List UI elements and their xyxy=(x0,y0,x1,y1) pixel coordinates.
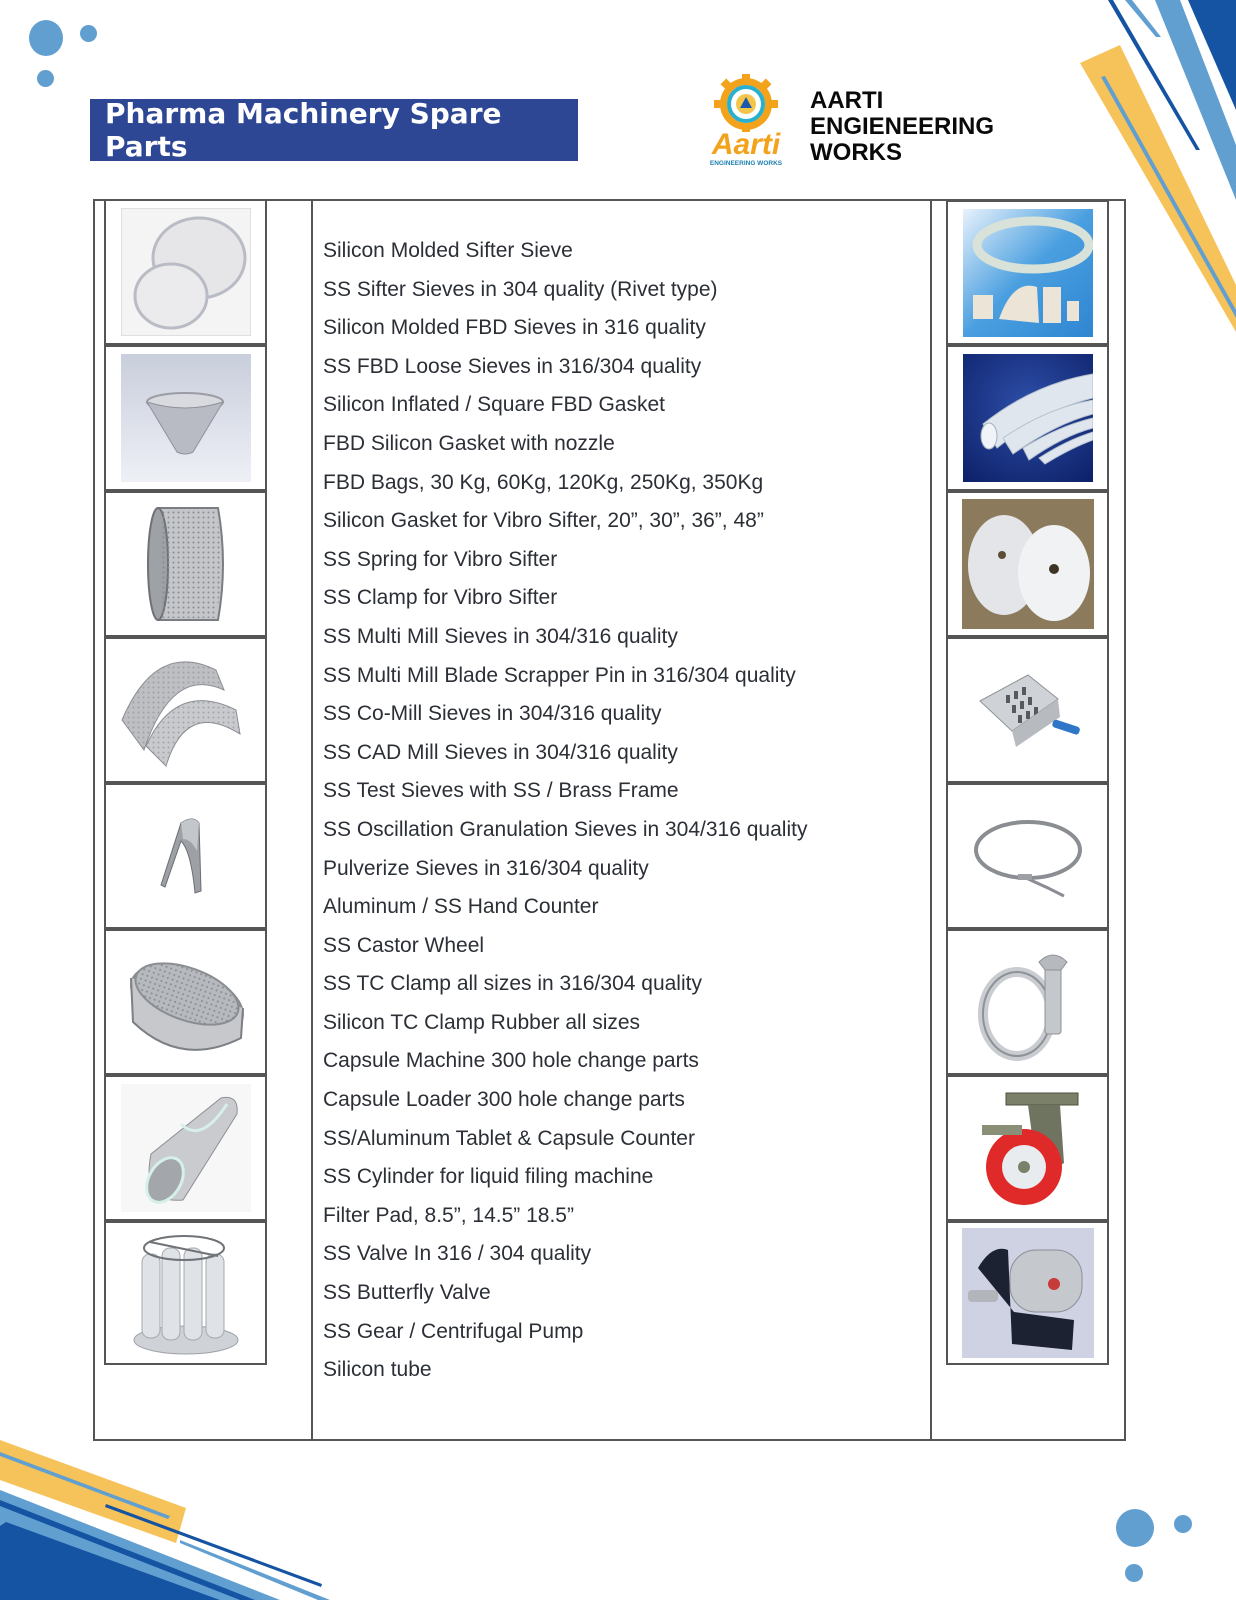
list-item: FBD Silicon Gasket with nozzle xyxy=(323,431,615,455)
hand-counter-image xyxy=(946,637,1109,783)
castor-wheel-image xyxy=(946,1075,1109,1221)
company-name xyxy=(810,88,994,166)
co-mill-half-sieve-image xyxy=(104,783,267,929)
multi-mill-curved-sieves-image xyxy=(104,637,267,783)
list-item: Aluminum / SS Hand Counter xyxy=(323,895,599,919)
list-item: Filter Pad, 8.5”, 14.5” 18.5” xyxy=(323,1203,574,1227)
list-item: SS CAD Mill Sieves in 304/316 quality xyxy=(323,740,678,764)
list-item: SS Gear / Centrifugal Pump xyxy=(323,1319,584,1343)
company-logo-icon xyxy=(700,74,792,170)
filter-pad-image xyxy=(946,491,1109,637)
list-item: Silicon Gasket for Vibro Sifter, 20”, 30”, 36”, 48” xyxy=(323,509,764,533)
decor-dot-small xyxy=(1125,1564,1143,1582)
list-item: Silicon TC Clamp Rubber all sizes xyxy=(323,1010,641,1034)
list-item: Capsule Loader 300 hole change parts xyxy=(323,1088,685,1112)
decor-dot-small xyxy=(80,25,97,42)
list-item: SS Butterfly Valve xyxy=(323,1281,491,1305)
parts-list xyxy=(323,237,923,1395)
list-item: SS Test Sieves with SS / Brass Frame xyxy=(323,779,679,803)
decor-dot-large xyxy=(29,20,63,56)
list-item: SS Cylinder for liquid filing machine xyxy=(323,1165,654,1189)
list-item: SS Spring for Vibro Sifter xyxy=(323,547,558,571)
fbd-inflatable-gasket-image xyxy=(946,200,1109,345)
decor-dot-small xyxy=(1174,1515,1192,1533)
decor-dot-small xyxy=(37,70,54,87)
list-item: Capsule Machine 300 hole change parts xyxy=(323,1049,699,1073)
list-item: FBD Bags, 30 Kg, 60Kg, 120Kg, 250Kg, 350Kg xyxy=(323,470,764,494)
list-item: Silicon Molded FBD Sieves in 316 quality xyxy=(323,316,706,340)
list-item: Silicon Inflated / Square FBD Gasket xyxy=(323,393,665,417)
list-item: SS Sifter Sieves in 304 quality (Rivet type) xyxy=(323,277,718,301)
company-name-line: ENGIENEERING xyxy=(810,113,995,140)
gear-pump-image xyxy=(946,1221,1109,1365)
svg-text:ENGINEERING WORKS: ENGINEERING WORKS xyxy=(709,160,783,167)
silicon-tube-image xyxy=(946,345,1109,491)
page-title-banner xyxy=(90,99,578,161)
list-item: Pulverize Sieves in 316/304 quality xyxy=(323,856,649,880)
test-sieve-image xyxy=(104,929,267,1075)
list-item: SS Castor Wheel xyxy=(323,933,485,957)
page-title: Pharma Machinery Spare Parts xyxy=(105,97,502,163)
list-item: SS Oscillation Granulation Sieves in 304/316 quality xyxy=(323,817,808,841)
silicon-sifter-sieve-image xyxy=(104,199,267,345)
company-name-line: AARTI xyxy=(810,87,884,114)
decor-dot-large xyxy=(1116,1509,1154,1547)
company-name-line: WORKS xyxy=(810,139,902,166)
list-item: SS Co-Mill Sieves in 304/316 quality xyxy=(323,702,662,726)
list-item: SS FBD Loose Sieves in 316/304 quality xyxy=(323,354,702,378)
cylindrical-perforated-sieve-image xyxy=(104,491,267,637)
list-item: Silicon tube xyxy=(323,1358,432,1382)
list-item: SS Multi Mill Sieves in 304/316 quality xyxy=(323,624,678,648)
list-item: SS Valve In 316 / 304 quality xyxy=(323,1242,592,1266)
list-item: Silicon Molded Sifter Sieve xyxy=(323,239,573,262)
fbd-bag-cage-image xyxy=(104,1221,267,1365)
tc-clamp-image xyxy=(946,929,1109,1075)
conical-fbd-sieve-image xyxy=(104,345,267,491)
decor-stripes-bottom-left xyxy=(0,1440,340,1600)
svg-text:Aarti: Aarti xyxy=(711,128,781,161)
list-item: SS Multi Mill Blade Scrapper Pin in 316/304 quality xyxy=(323,663,796,687)
list-item: SS TC Clamp all sizes in 316/304 quality xyxy=(323,972,702,996)
column-divider xyxy=(311,201,313,1439)
vibro-sifter-clamp-image xyxy=(946,783,1109,929)
list-item: SS/Aluminum Tablet & Capsule Counter xyxy=(323,1126,695,1150)
rolled-mesh-sieve-image xyxy=(104,1075,267,1221)
column-divider xyxy=(930,201,932,1439)
list-item: SS Clamp for Vibro Sifter xyxy=(323,586,558,610)
